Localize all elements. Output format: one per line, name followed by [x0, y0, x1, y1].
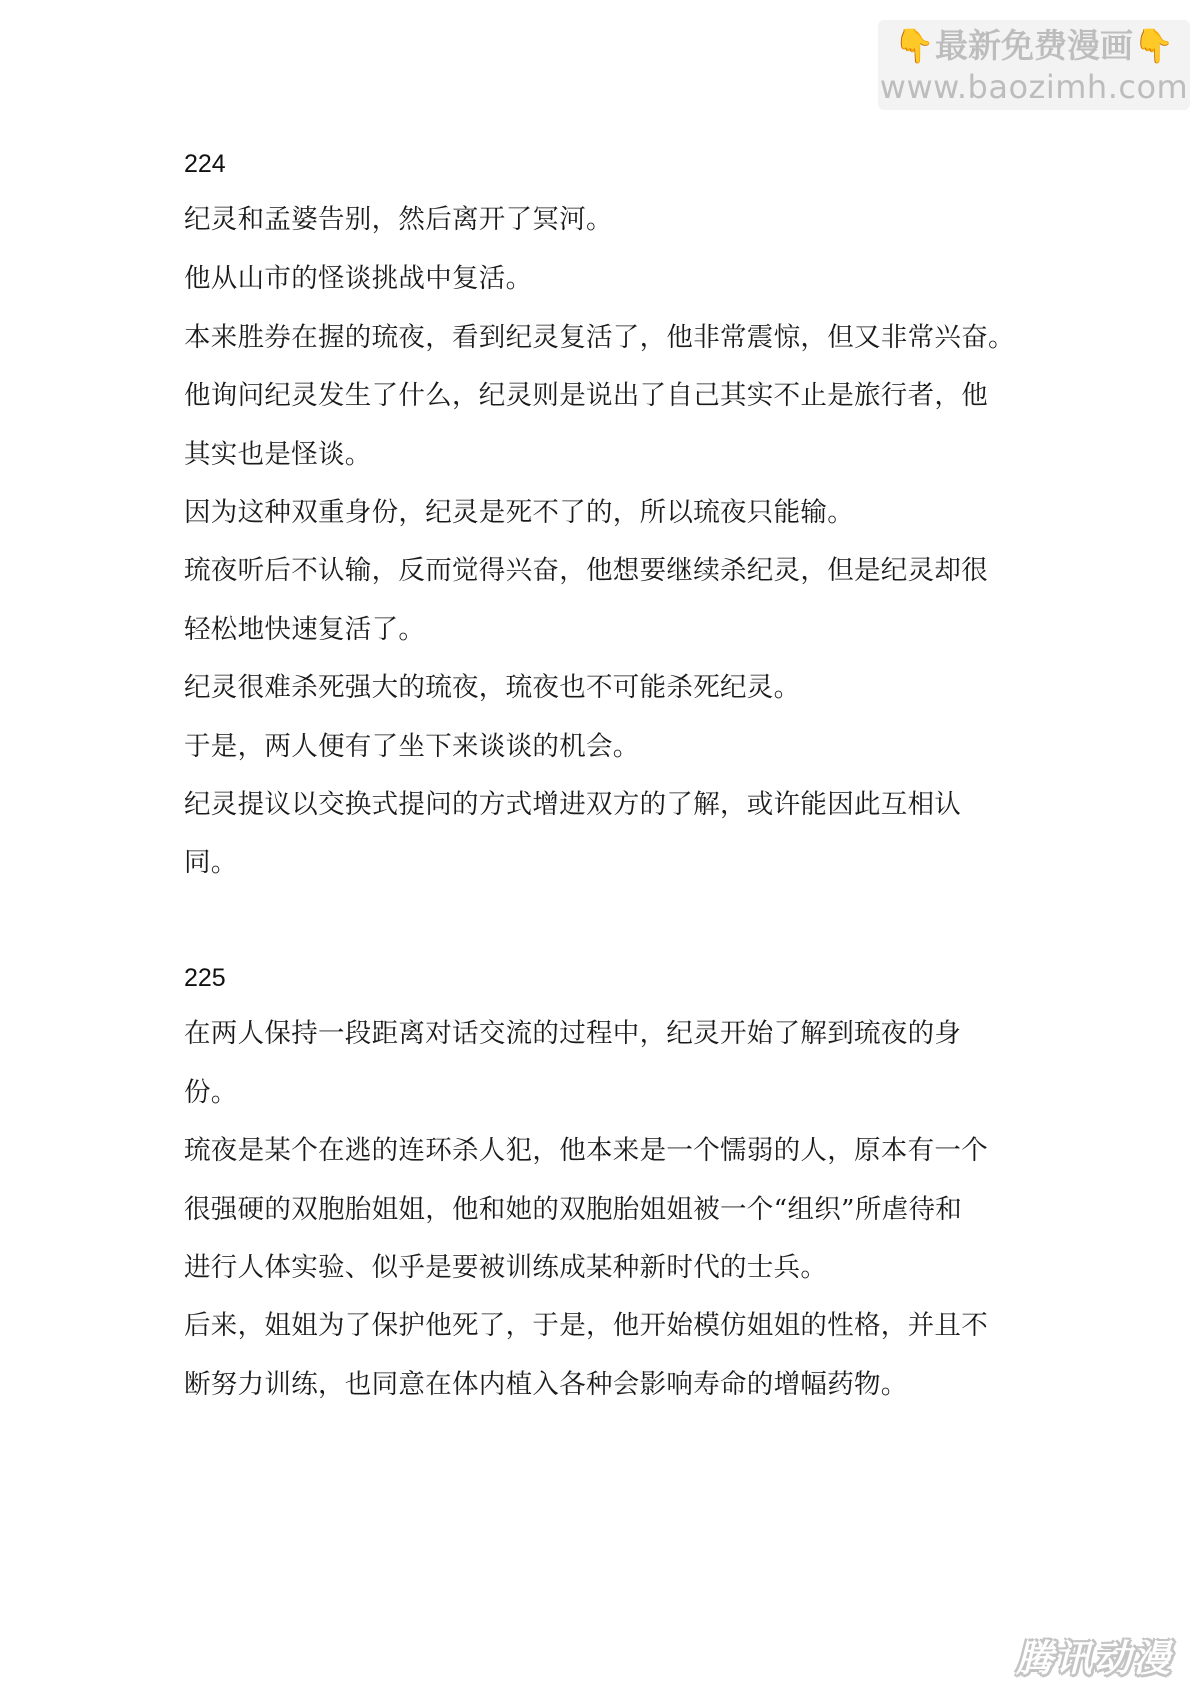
paragraph-line: 同。 [184, 847, 238, 878]
paragraph-line: 其实也是怪谈。 [184, 439, 372, 470]
watermark-title-row [878, 20, 1190, 68]
paragraph-line: 因为这种双重身份，纪灵是死不了的，所以琉夜只能输。 [184, 497, 854, 528]
paragraph-line: 于是，两人便有了坐下来谈谈的机会。 [184, 731, 640, 762]
paragraph-line: 纪灵和孟婆告别，然后离开了冥河。 [184, 204, 613, 235]
paragraph-line: 琉夜是某个在逃的连环杀人犯，他本来是一个懦弱的人，原本有一个 [184, 1135, 988, 1166]
paragraph-line: 他从山市的怪谈挑战中复活。 [184, 263, 533, 294]
paragraph-line: 他询问纪灵发生了什么，纪灵则是说出了自己其实不止是旅行者，他 [184, 380, 988, 411]
watermark-title: 最新免费漫画 [935, 26, 1133, 65]
paragraph-line: 琉夜听后不认输，反而觉得兴奋，他想要继续杀纪灵，但是纪灵却很 [184, 555, 988, 586]
paragraph-line: 轻松地快速复活了。 [184, 614, 426, 645]
paragraph-line: 在两人保持一段距离对话交流的过程中，纪灵开始了解到琉夜的身 [184, 1018, 962, 1049]
paragraph-line: 本来胜券在握的琉夜，看到纪灵复活了，他非常震惊，但又非常兴奋。 [184, 322, 1015, 353]
section-number: 225 [184, 964, 226, 992]
paragraph-line: 纪灵提议以交换式提问的方式增进双方的了解，或许能因此互相认 [184, 789, 962, 820]
paragraph-line: 后来，姐姐为了保护他死了，于是，他开始模仿姐姐的性格，并且不 [184, 1310, 988, 1341]
paragraph-line: 纪灵很难杀死强大的琉夜，琉夜也不可能杀死纪灵。 [184, 672, 801, 703]
pointing-down-hand-icon: 👇 [1133, 26, 1175, 65]
paragraph-line: 很强硬的双胞胎姐姐，他和她的双胞胎姐姐被一个“组织”所虐待和 [184, 1194, 963, 1225]
paragraph-line: 断努力训练，也同意在体内植入各种会影响寿命的增幅药物。 [184, 1369, 908, 1400]
paragraph-line: 份。 [184, 1077, 238, 1108]
watermark-baozimh [878, 20, 1190, 110]
watermark-url: www.baozimh.com [879, 68, 1189, 106]
pointing-down-hand-icon: 👇 [893, 26, 935, 65]
watermark-tencent-comics-logo: 腾讯动漫 [1016, 1637, 1172, 1680]
section-number: 224 [184, 150, 226, 178]
paragraph-line: 进行人体实验、似乎是要被训练成某种新时代的士兵。 [184, 1252, 828, 1283]
